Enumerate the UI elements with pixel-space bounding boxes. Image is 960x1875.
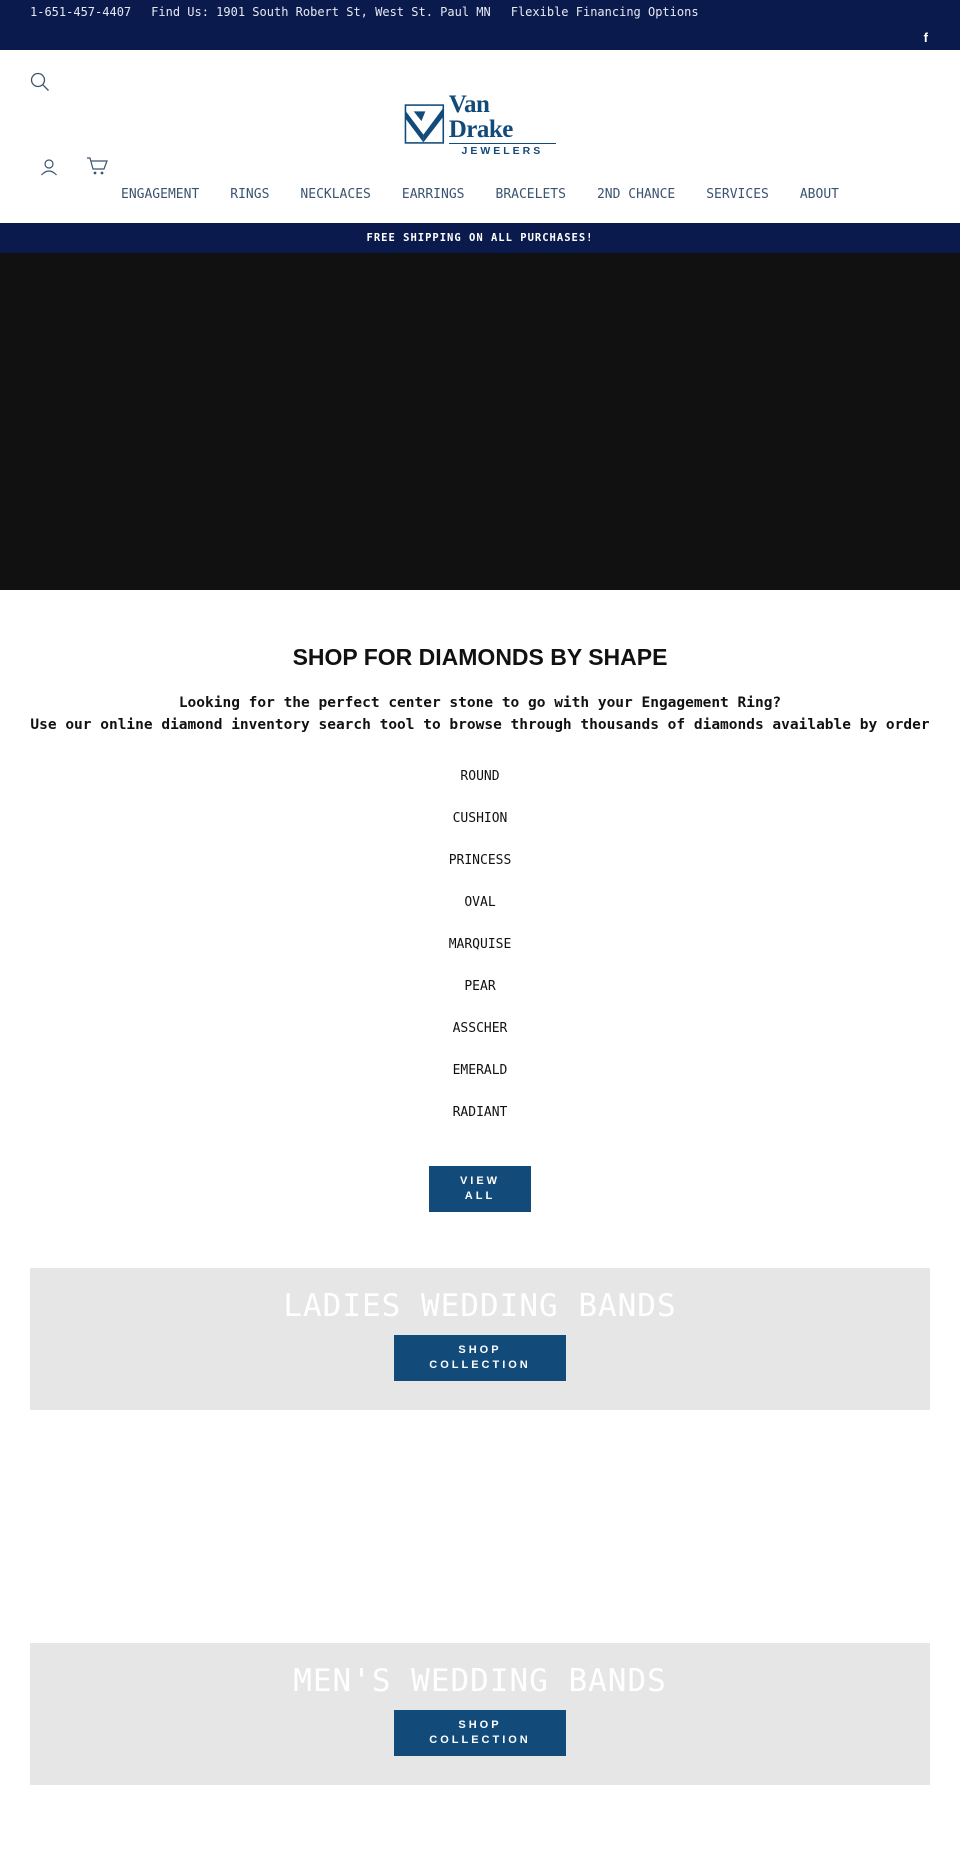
address-link[interactable]: Find Us: 1901 South Robert St, West St. Paul MN [151, 5, 491, 19]
banner-title: LADIES WEDDING BANDS [283, 1288, 677, 1324]
announcement-bar: FREE SHIPPING ON ALL PURCHASES! [0, 223, 960, 253]
view-all-text [460, 1174, 500, 1204]
section-intro [0, 692, 960, 736]
brand-sub: JEWELERS [461, 144, 544, 157]
banner-title: MEN'S WEDDING BANDS [293, 1663, 667, 1699]
view-all-line-2: ALL [464, 1190, 496, 1202]
nav-earrings[interactable]: EARRINGS [401, 187, 465, 202]
logo-text [449, 92, 556, 157]
user-icon[interactable] [40, 158, 58, 176]
intro-line-1: Looking for the perfect center stone to go with your Engagement Ring? [178, 695, 782, 711]
financing-link[interactable]: Flexible Financing Options [510, 5, 699, 19]
mens-bands-banner [30, 1643, 930, 1785]
shop-ladies-button[interactable] [394, 1335, 566, 1381]
main-nav [0, 187, 960, 202]
search-icon[interactable] [30, 72, 50, 92]
facebook-icon[interactable]: f [923, 30, 928, 45]
ladies-bands-banner [30, 1268, 930, 1410]
cart-icon[interactable] [86, 156, 108, 176]
shop-mens-button[interactable] [394, 1710, 566, 1756]
nav-rings[interactable]: RINGS [230, 187, 270, 202]
button-line-1: SHOP [458, 1719, 502, 1731]
button-text [429, 1718, 531, 1748]
logo-mark [404, 103, 445, 145]
shape-link-oval[interactable]: OVAL [464, 895, 496, 910]
button-line-2: COLLECTION [429, 1359, 531, 1371]
shape-link-emerald[interactable]: EMERALD [452, 1063, 508, 1078]
nav-necklaces[interactable]: NECKLACES [300, 187, 371, 202]
nav-engagement[interactable]: ENGAGEMENT [121, 187, 200, 202]
nav-2nd-chance[interactable]: 2ND CHANCE [596, 187, 676, 202]
top-info-bar [0, 0, 960, 50]
button-text [429, 1343, 531, 1373]
site-header [0, 50, 960, 223]
diamond-shape-list [0, 764, 960, 1142]
shape-link-marquise[interactable]: MARQUISE [448, 937, 512, 952]
nav-about[interactable]: ABOUT [799, 187, 839, 202]
shape-link-asscher[interactable]: ASSCHER [452, 1021, 508, 1036]
nav-bracelets[interactable]: BRACELETS [495, 187, 566, 202]
view-all-button[interactable] [429, 1166, 531, 1212]
brand-name: Van Drake [449, 92, 556, 144]
top-info-links [30, 5, 699, 19]
nav-services[interactable]: SERVICES [706, 187, 769, 202]
shape-link-pear[interactable]: PEAR [464, 979, 496, 994]
shape-link-round[interactable]: ROUND [460, 769, 500, 784]
section-title: SHOP FOR DIAMONDS BY SHAPE [292, 644, 668, 670]
hero-banner[interactable] [0, 253, 960, 590]
shape-link-radiant[interactable]: RADIANT [452, 1105, 508, 1120]
button-line-1: SHOP [458, 1344, 502, 1356]
site-logo[interactable] [404, 90, 556, 157]
button-line-2: COLLECTION [429, 1734, 531, 1746]
shape-link-princess[interactable]: PRINCESS [448, 853, 512, 868]
phone-link[interactable]: 1-651-457-4407 [30, 5, 132, 19]
intro-line-2: Use our online diamond inventory search tool to browse through thousands of diamonds available by order [30, 717, 930, 733]
view-all-line-1: VIEW [459, 1175, 501, 1187]
shape-link-cushion[interactable]: CUSHION [452, 811, 508, 826]
